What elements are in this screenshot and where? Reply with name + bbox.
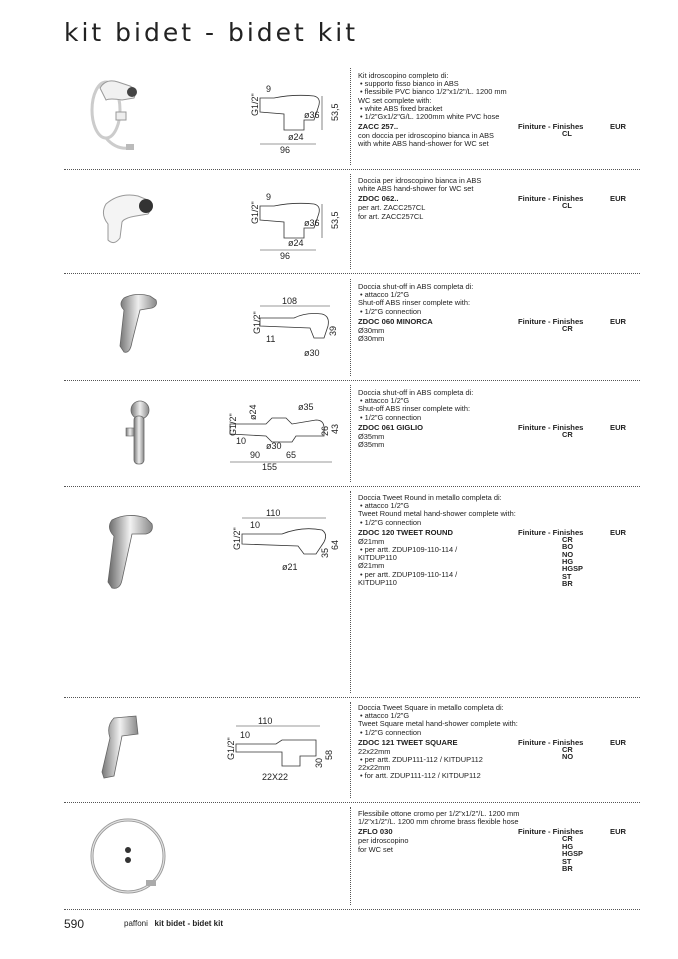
column-divider [350, 68, 351, 165]
product-code: ZDOC 061 GIGLIO [358, 422, 423, 432]
dim-value: ø21 [282, 562, 298, 572]
dim-value: ø30 [304, 348, 320, 358]
finish-code: CR [562, 323, 573, 333]
dim-value: 35 [320, 547, 330, 558]
technical-drawing-zdoc120 [222, 506, 340, 576]
finishes-label: Finiture - Finishes [518, 122, 584, 132]
technical-drawing-zdoc121 [216, 716, 340, 786]
finish-code: CR [562, 744, 573, 754]
dim-thread: G1/2" [252, 311, 262, 334]
dim-value: 108 [282, 296, 298, 306]
text-line: Shut-off ABS rinser complete with: [358, 404, 471, 414]
dim-value: 39 [328, 325, 338, 336]
finish-codes [562, 835, 583, 872]
dim-value: 96 [280, 145, 291, 155]
eur-label: EUR [610, 527, 627, 537]
text-line: Tweet Round metal hand-shower complete with: [358, 509, 516, 519]
dim-value: 90 [250, 450, 261, 460]
finishes-label: Finiture - Finishes [518, 827, 584, 837]
finish-codes [562, 325, 573, 332]
text-line: Shut-off ABS rinser complete with: [358, 298, 471, 308]
product-details [358, 323, 640, 344]
finish-code: BR [562, 579, 573, 589]
eur-label: EUR [610, 122, 627, 132]
separator [64, 169, 640, 170]
text-line: Ø30mm [358, 325, 385, 335]
text-line: Doccia Tweet Round in metallo completa di: [358, 493, 502, 502]
product-details [358, 534, 640, 589]
finish-code: CR [562, 429, 573, 439]
finishes-label: Finiture - Finishes [518, 422, 584, 432]
bullet-line: • attacco 1/2"G [358, 291, 640, 299]
dim-value: 110 [266, 508, 281, 518]
technical-drawing-zdoc061 [216, 398, 340, 470]
separator [64, 486, 640, 487]
text-line: Ø30mm [358, 334, 385, 344]
eur-label: EUR [610, 194, 627, 204]
product-photo-zdoc120 [92, 510, 160, 592]
eur-label: EUR [610, 827, 627, 837]
text-line: KITDUP110 [358, 577, 397, 587]
finish-code: CL [562, 201, 572, 211]
product-code: ZACC 257.. [358, 122, 399, 132]
product-photo-zdoc060 [106, 290, 162, 360]
bullet-line: • attacco 1/2"G [358, 397, 640, 405]
finish-code: HG [562, 557, 574, 567]
bullet-line: • per artt. ZDUP109-110-114 / [358, 571, 640, 579]
technical-drawing-zdoc062 [244, 186, 340, 264]
text-line: per idroscopino [358, 836, 409, 846]
dim-value: 64 [330, 539, 340, 550]
code-line [358, 529, 640, 538]
eur-label: EUR [610, 316, 627, 326]
product-photo-zacc257 [86, 70, 152, 162]
page-title: kit bidet - bidet kit [64, 18, 358, 47]
bullet-line: • 1/2"G connection [358, 308, 640, 316]
dim-value: 155 [262, 462, 278, 470]
text-line: Doccia Tweet Square in metallo completa di: [358, 703, 504, 712]
dim-value: ø24 [288, 238, 304, 248]
text-line: per art. ZACC257CL [358, 203, 426, 213]
eur-label: EUR [610, 422, 627, 432]
column-divider [350, 702, 351, 798]
dim-value: 96 [280, 251, 291, 261]
product-code: ZDOC 060 MINORCA [358, 316, 433, 326]
text-line: with white ABS hand-shower for WC set [358, 139, 489, 149]
text-line: 22x22mm [358, 763, 391, 773]
finish-code: HG [562, 841, 574, 851]
bullet-line: • for artt. ZDUP111-112 / KITDUP112 [358, 772, 640, 780]
product-info-zacc257 [358, 72, 640, 149]
product-code: ZFLO 030 [358, 827, 393, 837]
product-description [358, 494, 640, 527]
separator [64, 802, 640, 803]
page-footer [64, 917, 223, 931]
dim-value: 10 [240, 730, 251, 740]
dim-thread: G1/2" [232, 527, 242, 550]
dim-value: 9 [266, 192, 272, 202]
column-divider [350, 491, 351, 693]
finish-codes [562, 431, 573, 438]
dim-value: 10 [250, 520, 261, 530]
dim-value: ø24 [248, 404, 258, 420]
product-description [358, 72, 640, 121]
finish-code: CR [562, 834, 573, 844]
product-code: ZDOC 121 TWEET SQUARE [358, 737, 458, 747]
product-description [358, 177, 640, 193]
dim-value: ø36 [304, 110, 320, 120]
bullet-line: • supporto fisso bianco in ABS [358, 80, 640, 88]
text-line: 1/2"x1/2"/L. 1200 mm chrome brass flexible hose [358, 817, 519, 827]
technical-drawing-zacc257 [244, 78, 340, 156]
text-line: Doccia per idroscopino bianca in ABS [358, 176, 482, 185]
dim-value: 30 [314, 757, 324, 768]
column-divider [350, 174, 351, 269]
dim-value: 43 [330, 423, 340, 434]
bullet-line: • 1/2"G connection [358, 519, 640, 527]
dim-value: 22X22 [262, 772, 289, 782]
dim-value: 10 [236, 436, 247, 446]
finish-code: CR [562, 534, 573, 544]
finish-code: BR [562, 864, 573, 874]
product-description [358, 283, 640, 316]
product-description [358, 389, 640, 422]
text-line: 22x22mm [358, 746, 391, 756]
brand-name: paffoni [124, 919, 148, 928]
finish-codes [562, 202, 572, 209]
separator [64, 909, 640, 910]
text-line: Ø35mm [358, 431, 385, 441]
finish-codes [562, 746, 573, 761]
finish-code: NO [562, 752, 574, 762]
finishes-label: Finiture - Finishes [518, 527, 584, 537]
code-line [358, 739, 640, 748]
product-description [358, 810, 640, 826]
finish-code: HGSP [562, 849, 583, 859]
finishes-label: Finiture - Finishes [518, 316, 584, 326]
finish-code: NO [562, 549, 574, 559]
product-code: ZDOC 062.. [358, 194, 399, 204]
code-line [358, 424, 640, 433]
dim-thread: G1/2" [250, 93, 260, 116]
text-line: Ø21mm [358, 561, 385, 571]
finish-code: ST [562, 856, 572, 866]
product-info-zflo030 [358, 809, 640, 874]
product-photo-zdoc062 [96, 188, 160, 252]
dim-value: 110 [258, 716, 273, 726]
product-photo-zdoc121 [92, 712, 144, 784]
dim-value: 65 [286, 450, 297, 460]
product-details [358, 834, 640, 874]
dim-thread: G1/2" [250, 201, 260, 224]
bullet-line: • attacco 1/2"G [358, 712, 640, 720]
finish-codes [562, 130, 572, 137]
text-line: for art. ZACC257CL [358, 211, 424, 221]
dim-value: ø24 [288, 132, 304, 142]
bullet-line: • attacco 1/2"G [358, 502, 640, 510]
text-line: con doccia per idroscopino bianca in ABS [358, 131, 494, 141]
finishes-label: Finiture - Finishes [518, 737, 584, 747]
product-info-zdoc121 [358, 704, 640, 781]
footer-section: kit bidet - bidet kit [154, 919, 223, 928]
text-line: Ø21mm [358, 536, 385, 546]
product-photo-zflo030 [84, 814, 174, 898]
text-line: Ø35mm [358, 440, 385, 450]
dim-value: 11 [266, 334, 276, 344]
bullet-line: • per artt. ZDUP111-112 / KITDUP112 [358, 756, 640, 764]
bullet-line: • 1/2"G connection [358, 414, 640, 422]
text-line: white ABS hand-shower for WC set [358, 184, 474, 194]
dim-value: 9 [266, 84, 272, 94]
finish-code: HGSP [562, 564, 583, 574]
bullet-line: • per artt. ZDUP109-110-114 / [358, 546, 640, 554]
bullet-line: • flessibile PVC bianco 1/2"x1/2"/L. 1200 mm [358, 88, 640, 96]
finish-code: BO [562, 542, 574, 552]
dim-value: 53,5 [330, 103, 340, 121]
dim-value: ø35 [298, 402, 314, 412]
product-details [358, 744, 640, 781]
dim-value: 26 [320, 425, 330, 436]
product-description [358, 704, 640, 737]
column-divider [350, 385, 351, 482]
dim-value: ø30 [266, 441, 282, 451]
separator [64, 273, 640, 274]
bullet-line: • 1/2"G connection [358, 729, 640, 737]
eur-label: EUR [610, 737, 627, 747]
text-line: Doccia shut-off in ABS completa di: [358, 282, 474, 291]
product-info-zdoc120 [358, 494, 640, 587]
column-divider [350, 279, 351, 376]
column-divider [350, 807, 351, 905]
footer-brand [124, 919, 223, 928]
dim-thread: G1/2" [226, 737, 236, 760]
text-line: Flessibile ottone cromo per 1/2"x1/2"/L. 1200 mm [358, 809, 520, 818]
product-info-zdoc062 [358, 177, 640, 221]
bullet-line: • 1/2"Gx1/2"G/L. 1200mm white PVC hose [358, 113, 640, 121]
text-line: Tweet Square metal hand-shower complete with: [358, 719, 518, 729]
page-number: 590 [64, 917, 85, 931]
finishes-label: Finiture - Finishes [518, 194, 584, 204]
product-details [358, 201, 640, 221]
dim-value: ø36 [304, 218, 320, 228]
separator [64, 380, 640, 381]
dim-value: 53,5 [330, 211, 340, 229]
text-line: WC set complete with: [358, 95, 432, 105]
product-info-zdoc061 [358, 389, 640, 449]
code-line [358, 318, 640, 327]
finish-code: ST [562, 571, 572, 581]
product-code: ZDOC 120 TWEET ROUND [358, 527, 453, 537]
technical-drawing-zdoc060 [244, 294, 340, 358]
product-details [358, 129, 640, 149]
dim-thread: G1/2" [228, 413, 238, 436]
text-line: KITDUP110 [358, 553, 397, 563]
finish-codes [562, 536, 583, 588]
separator [64, 697, 640, 698]
text-line: Doccia shut-off in ABS completa di: [358, 388, 474, 397]
text-line: Kit idroscopino completo di: [358, 71, 449, 80]
product-info-zdoc060 [358, 283, 640, 343]
text-line: for WC set [358, 844, 393, 854]
product-details [358, 429, 640, 450]
bullet-line: • white ABS fixed bracket [358, 105, 640, 113]
product-photo-zdoc061 [120, 398, 156, 470]
finish-code: CL [562, 129, 572, 139]
dim-value: 58 [324, 749, 334, 760]
